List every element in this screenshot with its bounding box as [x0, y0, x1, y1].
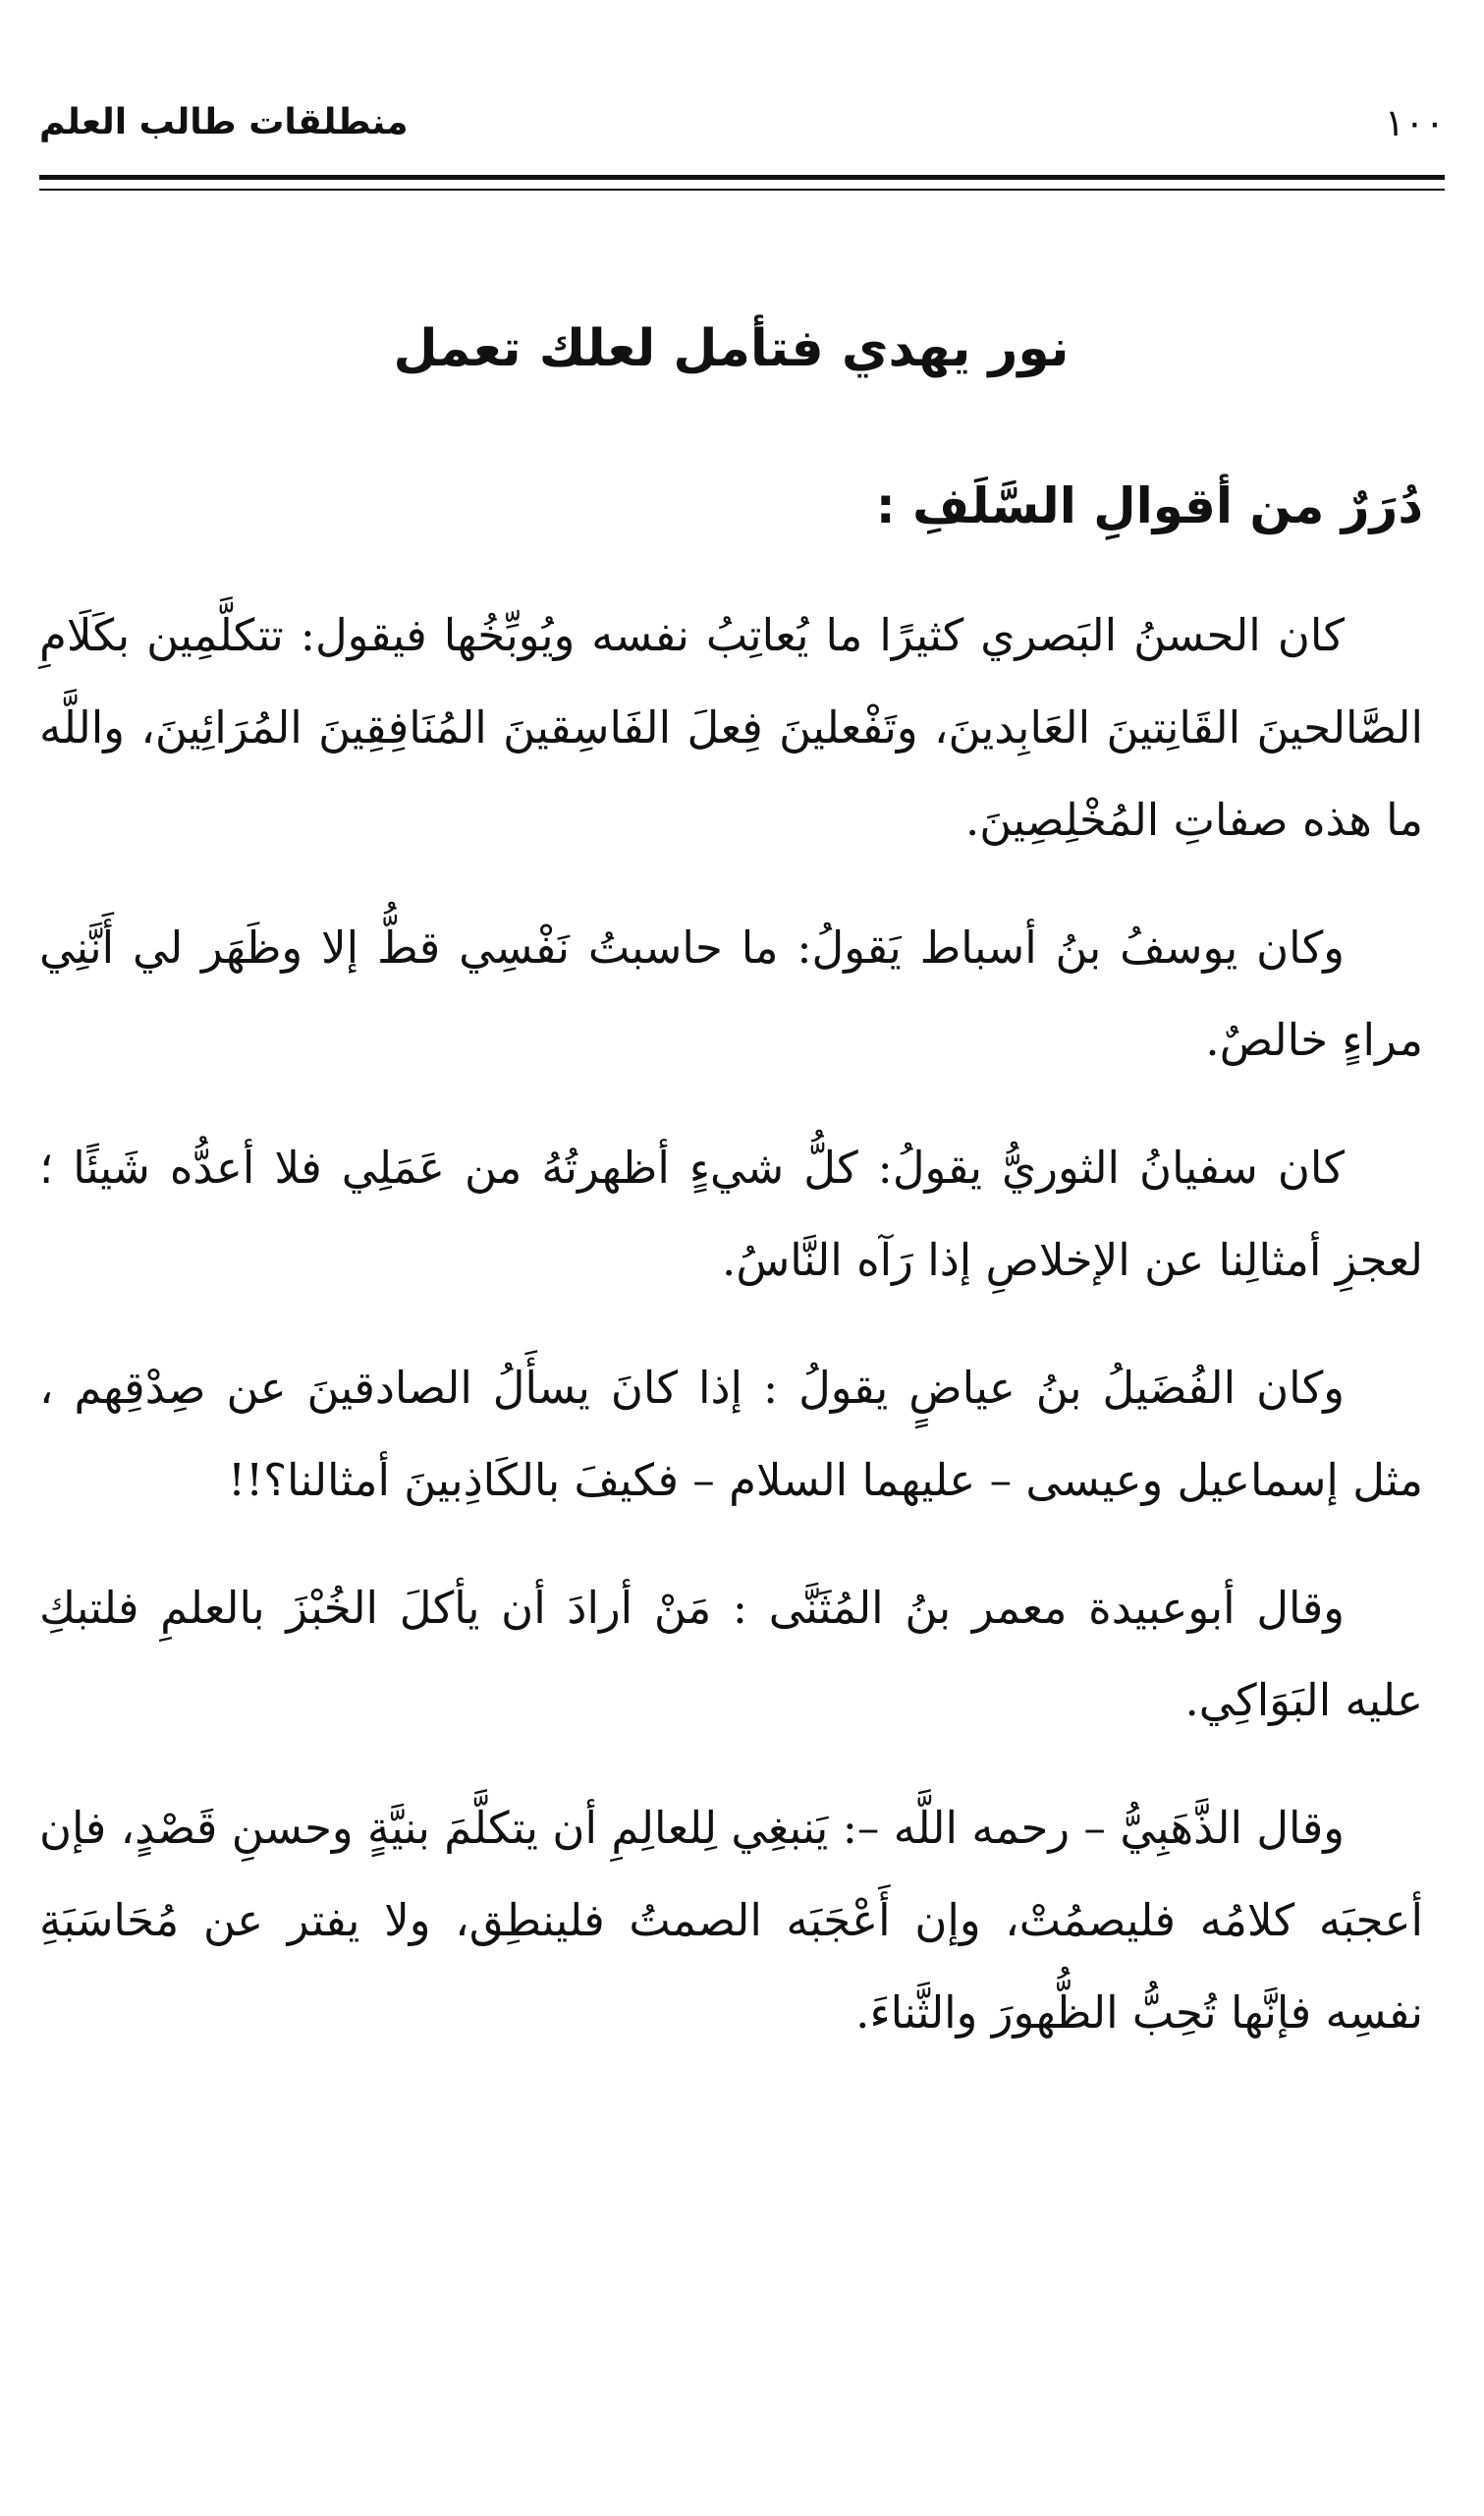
header-rule-thick	[39, 175, 1445, 180]
paragraph-dhahabi: وقال الذَّهَبِيُّ – رحمه اللَّه –: يَنبغِي لِلعالِمِ أن يتكلَّمَ بنيَّةٍ وحسنِ قَصْدٍ، فإن أعجبَه كلامُه فليصمُتْ، وإن أَعْجَبَه الصمتُ فلينطِق، ولا يفتر عن مُحَاسَبَةِ نفسِه فإنَّها تُحِبُّ الظُّهورَ والثَّناءَ.	[39, 1802, 1423, 2039]
paragraph-hasan-basri: كان الحسنُ البَصري كثيرًا ما يُعاتِبُ نفسه ويُوبِّخُها فيقول: تتكلَّمِين بكَلَامِ الصَّالحينَ القَانِتينَ العَابِدينَ، وتَفْعلينَ فِعلَ الفَاسِقينَ المُنَافِقِينَ المُرَائِينَ، واللَّه ما هذه صفاتِ المُخْلِصِينَ.	[39, 609, 1423, 846]
section-title: نور يهدي فتأمل لعلك تعمل	[393, 319, 1070, 378]
section-subheading: دُرَرٌ من أقوالِ السَّلَفِ :	[875, 477, 1423, 534]
header-rule-thin	[39, 189, 1445, 191]
page-number: ١٠٠	[1384, 101, 1445, 144]
paragraph-yusuf-ibn-asbat: وكان يوسفُ بنُ أسباط يَقولُ: ما حاسبتُ نَفْسِي قطُّ إلا وظَهَر لي أَنَّنِي مراءٍ خالصٌ.	[39, 922, 1423, 1066]
page-body	[39, 305, 1423, 2095]
paragraph-abu-ubayda: وقال أبوعبيدة معمر بنُ المُثَنَّى : مَنْ أرادَ أن يأكلَ الخُبْزَ بالعلمِ فلتبكِ عليه البَوَاكِي.	[39, 1582, 1423, 1726]
paragraph-fudayl-ibn-iyad: وكان الفُضَيلُ بنُ عياضٍ يقولُ : إذا كانَ يسأَلُ الصادقينَ عن صِدْقِهم ، مثل إسماعيل وعيسى – عليهما السلام – فكيفَ بالكَاذِبينَ أمثالنا؟!!	[39, 1362, 1423, 1506]
paragraph-sufyan-thawri: كان سفيانُ الثوريُّ يقولُ: كلُّ شيءٍ أظهرتُهُ من عَمَلِي فلا أعدُّه شَيئًا ؛ لعجزِ أمثالِنا عن الإخلاصِ إذا رَآه النَّاسُ.	[39, 1142, 1423, 1286]
running-title: منطلقات طالب العلم	[39, 102, 409, 142]
page-header	[39, 93, 1445, 152]
